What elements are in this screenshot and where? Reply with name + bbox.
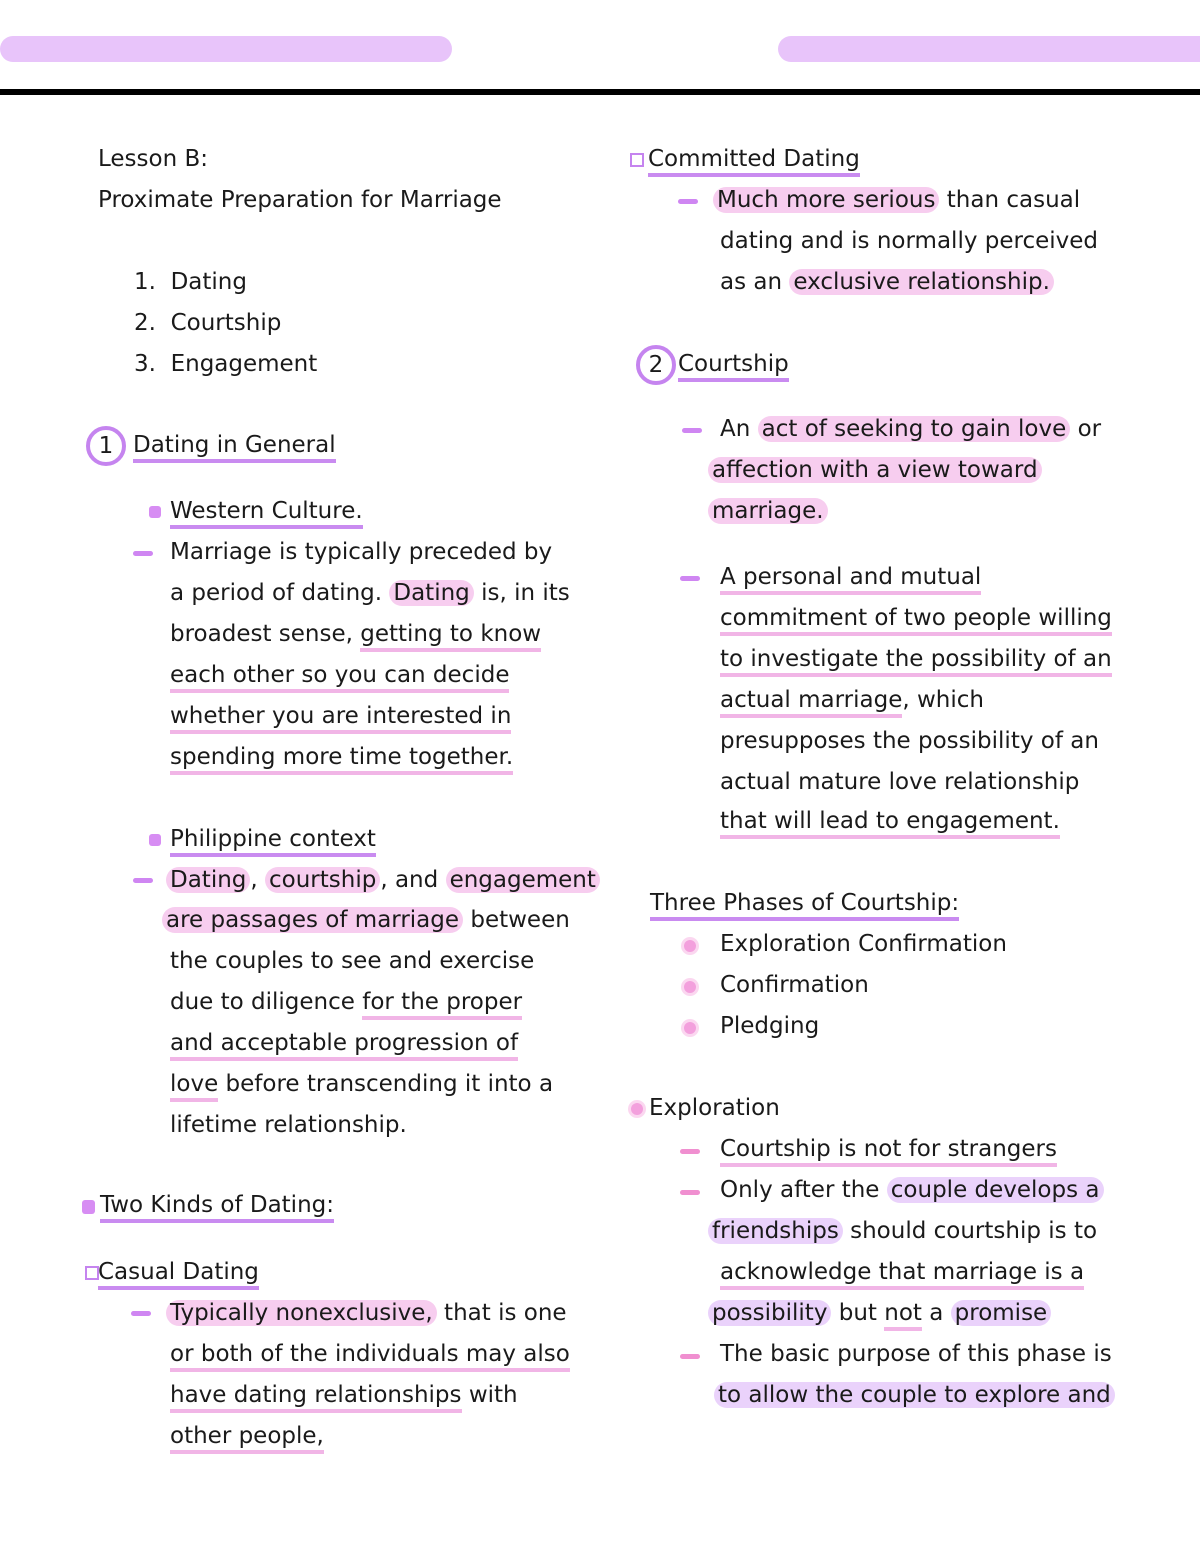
casual-dating-heading: Casual Dating — [98, 1257, 259, 1287]
courtship-a-line-1: An act of seeking to gain love or — [720, 416, 1102, 442]
courtship-b-line-6: actual mature love relationship — [720, 769, 1080, 795]
casual-line-3: have dating relationships with — [170, 1380, 518, 1410]
western-culture-heading: Western Culture. — [170, 496, 363, 526]
philippine-line-6: love before transcending it into a — [170, 1069, 553, 1099]
philippine-line-3: the couples to see and exercise — [170, 948, 535, 974]
committed-line-3: as an exclusive relationship. — [720, 267, 1054, 297]
bullet-square-outline-icon — [630, 153, 644, 167]
western-line-5: whether you are interested in — [170, 701, 511, 731]
courtship-a-line-2: affection with a view toward — [708, 455, 1042, 485]
western-line-2: a period of dating. Dating is, in its — [170, 580, 570, 606]
section-number-badge: 1 — [86, 426, 126, 466]
header-band-left — [0, 36, 452, 62]
bullet-square-icon — [149, 506, 161, 518]
philippine-line-2: are passages of marriage between — [162, 905, 570, 935]
philippine-line-4: due to diligence for the proper — [170, 987, 522, 1017]
phase-item-3: Pledging — [720, 1013, 820, 1039]
western-line-1: Marriage is typically preceded by — [170, 539, 553, 565]
bullet-square-icon — [149, 834, 161, 846]
section-number-badge: 2 — [636, 345, 676, 385]
bullet-dot-icon — [684, 940, 696, 952]
courtship-b-line-5: presupposes the possibility of an — [720, 728, 1099, 754]
lesson-label: Lesson B: — [98, 146, 209, 172]
phase-item-2: Confirmation — [720, 972, 869, 998]
courtship-a-line-3: marriage. — [708, 496, 828, 526]
western-line-4: each other so you can decide — [170, 660, 509, 690]
dash-bullet-icon — [680, 576, 700, 581]
casual-line-1: Typically nonexclusive, that is one — [166, 1298, 567, 1328]
exploration-heading: Exploration — [649, 1095, 780, 1121]
philippine-line-7: lifetime relationship. — [170, 1112, 407, 1138]
committed-line-1: Much more serious than casual — [713, 185, 1080, 215]
dash-bullet-icon — [680, 1354, 700, 1359]
dash-bullet-icon — [133, 551, 153, 556]
exploration-line-7: to allow the couple to explore and — [714, 1380, 1115, 1410]
committed-dating-heading: Committed Dating — [648, 144, 860, 174]
exploration-line-3: friendships should courtship is to — [708, 1216, 1097, 1246]
courtship-b-line-3: to investigate the possibility of an — [720, 644, 1112, 674]
two-kinds-heading: Two Kinds of Dating: — [100, 1190, 334, 1220]
three-phases-heading: Three Phases of Courtship: — [650, 888, 959, 918]
western-line-6: spending more time together. — [170, 742, 513, 772]
exploration-line-2: Only after the couple develops a — [720, 1175, 1104, 1205]
header-band-right — [778, 36, 1200, 62]
dash-bullet-icon — [133, 878, 153, 883]
bullet-dot-icon — [684, 981, 696, 993]
section-title-dating: Dating in General — [133, 430, 336, 460]
dash-bullet-icon — [678, 199, 698, 204]
dash-bullet-icon — [131, 1311, 151, 1316]
header-rule — [0, 89, 1200, 95]
dash-bullet-icon — [680, 1190, 700, 1195]
outline-item-1: 1. Dating — [134, 269, 247, 295]
exploration-line-4: acknowledge that marriage is a — [720, 1257, 1084, 1287]
committed-line-2: dating and is normally perceived — [720, 228, 1099, 254]
western-line-3: broadest sense, getting to know — [170, 619, 541, 649]
casual-line-4: other people, — [170, 1421, 324, 1451]
bullet-square-icon — [82, 1200, 95, 1214]
exploration-line-6: The basic purpose of this phase is — [720, 1341, 1112, 1367]
courtship-b-line-4: actual marriage, which — [720, 685, 984, 715]
phase-item-1: Exploration Confirmation — [720, 931, 1007, 957]
philippine-context-heading: Philippine context — [170, 824, 376, 854]
outline-item-3: 3. Engagement — [134, 351, 318, 377]
exploration-line-5: possibility but not a promise — [708, 1298, 1051, 1328]
courtship-b-line-7: that will lead to engagement. — [720, 806, 1060, 836]
exploration-line-1: Courtship is not for strangers — [720, 1134, 1057, 1164]
bullet-dot-icon — [631, 1103, 643, 1115]
dash-bullet-icon — [680, 1149, 700, 1154]
bullet-dot-icon — [684, 1022, 696, 1034]
bullet-square-outline-icon — [85, 1266, 99, 1280]
lesson-title: Proximate Preparation for Marriage — [98, 187, 502, 213]
courtship-b-line-1: A personal and mutual — [720, 562, 981, 592]
dash-bullet-icon — [682, 428, 702, 433]
philippine-line-1: Dating , courtship , and engagement — [166, 865, 600, 895]
outline-item-2: 2. Courtship — [134, 310, 282, 336]
section-title-courtship: Courtship — [678, 349, 789, 379]
casual-line-2: or both of the individuals may also — [170, 1339, 570, 1369]
courtship-b-line-2: commitment of two people willing — [720, 603, 1112, 633]
philippine-line-5: and acceptable progression of — [170, 1028, 518, 1058]
